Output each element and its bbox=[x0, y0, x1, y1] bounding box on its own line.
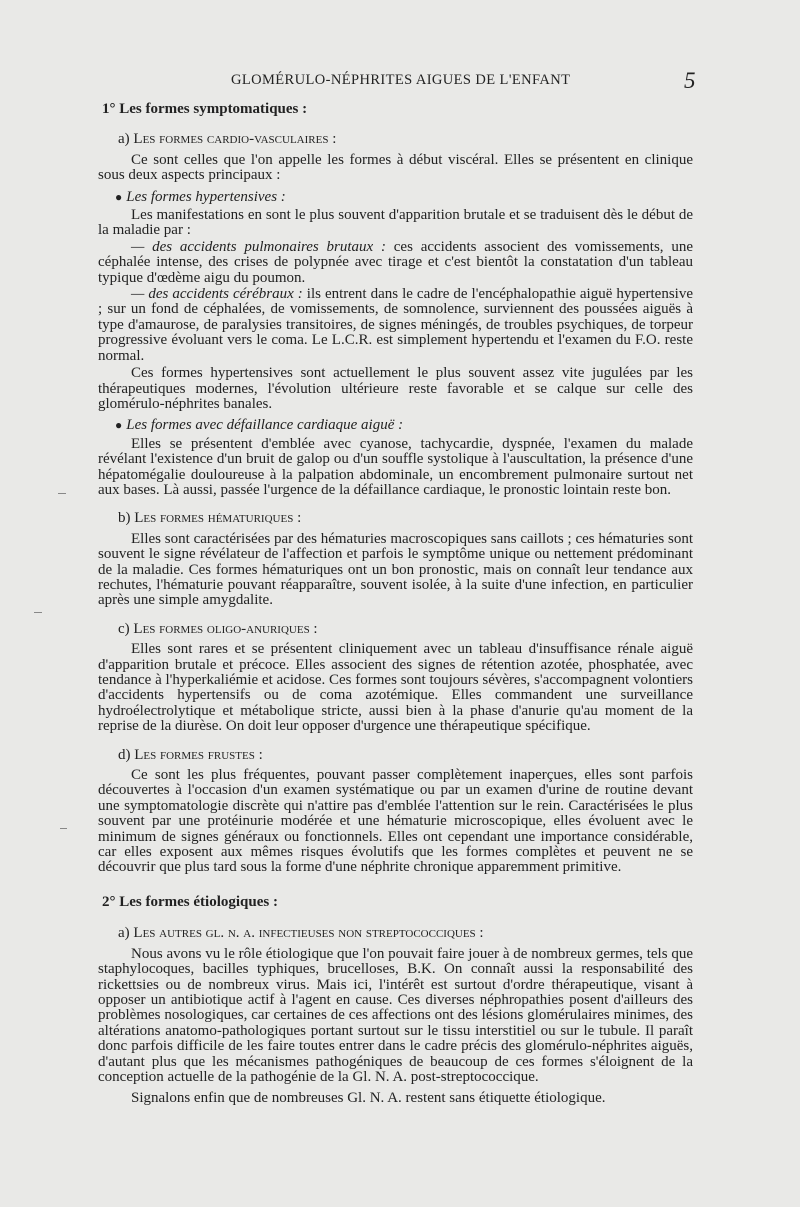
running-title: GLOMÉRULO-NÉPHRITES AIGUES DE L'ENFANT bbox=[231, 72, 571, 88]
paragraph: Ces formes hypertensives sont actuellement le plus souvent assez vite jugulées par les thérapeutiques modernes, l'évolution ultérieure reste favorable et se calque sur celle des glomérulo-néphrites banales. bbox=[98, 365, 693, 412]
paragraph: Elles sont rares et se présentent cliniquement avec un tableau d'insuffisance rénale aiguë d'apparition brutale et précoce. Elles associent des signes de rétention azotée, phosphatée, avec tendance à l'hyperkaliémie et acidose. Ces formes sont toujours sévères, s'accompagnent volontiers d'accidents hypertensifs ou de coma azotémique. Elles commandent une surveillance hydroélectrolytique et métabolique stricte, aussi bien à la phase d'anurie qu'au moment de la reprise de la diurèse. On doit leur opposer d'urgence une thérapeutique spécifique. bbox=[98, 641, 693, 735]
subsection-letter: a) bbox=[118, 925, 130, 942]
margin-mark bbox=[34, 612, 42, 613]
margin-mark bbox=[58, 493, 66, 494]
page-header bbox=[0, 70, 800, 94]
subsection-letter: d) bbox=[118, 746, 131, 763]
subsection-letter: c) bbox=[118, 620, 130, 637]
subsection-heading-d bbox=[118, 748, 693, 763]
paragraph-text: ces accidents associent des vomissements, une céphalée intense, des crises de polypnée avec tirage et c'est bientôt la constatation d'un tableau typique d'œdème aigu du poumon. bbox=[98, 238, 693, 286]
subsection-heading-c bbox=[118, 622, 693, 637]
margin-mark bbox=[60, 828, 67, 829]
subsection-title: Les formes cardio-vasculaires : bbox=[133, 131, 337, 148]
bullet-heading bbox=[115, 190, 693, 205]
subsection-title: Les formes hématuriques : bbox=[134, 510, 302, 527]
paragraph-label: — des accidents pulmonaires brutaux : bbox=[131, 238, 386, 255]
subsection-title: Les formes oligo-anuriques : bbox=[133, 620, 318, 637]
paragraph: Signalons enfin que de nombreuses Gl. N. A. restent sans étiquette étiologique. bbox=[131, 1090, 606, 1107]
paragraph bbox=[98, 240, 693, 286]
bullet-title: Les formes hypertensives : bbox=[126, 188, 286, 205]
paragraph: Ce sont les plus fréquentes, pouvant passer complètement inaperçues, elles sont parfois découvertes à l'occasion d'un examen systématique ou par un examen d'urine de routine devant une symptomatologie discrète qui n'attire pas d'emblée l'attention sur le rein. Caractérisées le plus souvent par une protéinurie modérée et une hématurie microscopique, elles évoluent avec le minimum de signes généraux ou fonctionnels. Elles ont cependant une importance considérable, car elles exposent aux mêmes risques évolutifs que les formes complètes et peuvent ne se découvrir que plus tard sous la forme d'une néphrite chronique apparemment primitive. bbox=[98, 767, 693, 876]
paragraph-text: ils entrent dans le cadre de l'encéphalopathie aiguë hypertensive ; sur un fond de céphalées, de vomissements, de somnolence, surviennent des poussées aiguës à type d'amaurose, de paralysies transitoires, de signes méningés, de troubles psychiques, de torpeur progressive évoluant vers le coma. Le L.C.R. est simplement hypertendu et l'examen du F.O. reste normal. bbox=[98, 286, 693, 364]
section-title-etiological: 2° Les formes étiologiques : bbox=[102, 893, 278, 910]
paragraph: Les manifestations en sont le plus souvent d'apparition brutale et se traduisent dès le début de la maladie par : bbox=[98, 207, 693, 239]
page-number: 5 bbox=[684, 68, 696, 93]
paragraph: Nous avons vu le rôle étiologique que l'on pouvait faire jouer à de nombreux germes, tels que staphylocoques, bacilles typhiques, brucelloses, B.K. On connaît aussi la responsabilité des rickettsies ou de nombreux virus. Mais ici, l'intérêt est surtout d'ordre thérapeutique, visant à opposer un antibiotique actif à l'agent en cause. Ces diverses néphropathies posent d'ailleurs des problèmes nosologiques, car certaines de ces affections ont des lésions glomérulaires minimes, des altérations anatomo-pathologiques portant surtout sur le tissu interstitiel ou sur le tubule. Il paraît donc parfois difficile de les faire toutes entrer dans le cadre précis des glomérulo-néphrites aiguës, d'autant plus que les mécanismes pathogéniques de beaucoup de ces formes s'éloignent de la conception actuelle de la pathogénie de la Gl. N. A. post-streptococcique. bbox=[98, 945, 693, 1085]
paragraph: Elles sont caractérisées par des hématuries macroscopiques sans caillots ; ces hématuries sont souvent le signe révélateur de l'affection et parfois le symptôme unique ou nettement prédominant de la maladie. Ces formes hématuriques ont un bon pronostic, mais on connaît leur tendance aux rechutes, l'hématurie pouvant réapparaître, souvent isolée, à la suite d'une infection, en particulier après une simple amygdalite. bbox=[98, 530, 693, 609]
subsection-heading-b bbox=[118, 511, 693, 526]
paragraph: Elles se présentent d'emblée avec cyanose, tachycardie, dyspnée, l'examen du malade révélant l'existence d'un bruit de galop ou d'un souffle systolique à l'auscultation, la présence d'une hépatomégalie douloureuse à la palpation abdominale, un encombrement pulmonaire surtout net aux bases. Là aussi, passée l'urgence de la défaillance cardiaque, le pronostic lointain reste bon. bbox=[98, 435, 693, 498]
section-title-symptomatic: 1° Les formes symptomatiques : bbox=[102, 101, 308, 117]
paragraph bbox=[98, 287, 693, 364]
subsection-letter: b) bbox=[118, 510, 131, 527]
bullet-title: Les formes avec défaillance cardiaque aiguë : bbox=[126, 417, 404, 434]
subsection-letter: a) bbox=[118, 131, 130, 148]
subsection-heading-a2 bbox=[118, 926, 693, 941]
paragraph-label: — des accidents cérébraux : bbox=[131, 286, 303, 303]
subsection-title: Les autres gl. n. a. infectieuses non streptococciques : bbox=[133, 925, 484, 942]
bullet-heading bbox=[115, 418, 693, 433]
subsection-heading-a bbox=[118, 132, 693, 147]
page-body bbox=[98, 102, 693, 1113]
bullet-dot-icon: ● bbox=[115, 418, 123, 433]
subsection-title: Les formes frustes : bbox=[134, 746, 263, 763]
paragraph: Ce sont celles que l'on appelle les formes à début viscéral. Elles se présentent en clinique sous deux aspects principaux : bbox=[98, 151, 693, 184]
bullet-dot-icon: ● bbox=[115, 189, 123, 204]
